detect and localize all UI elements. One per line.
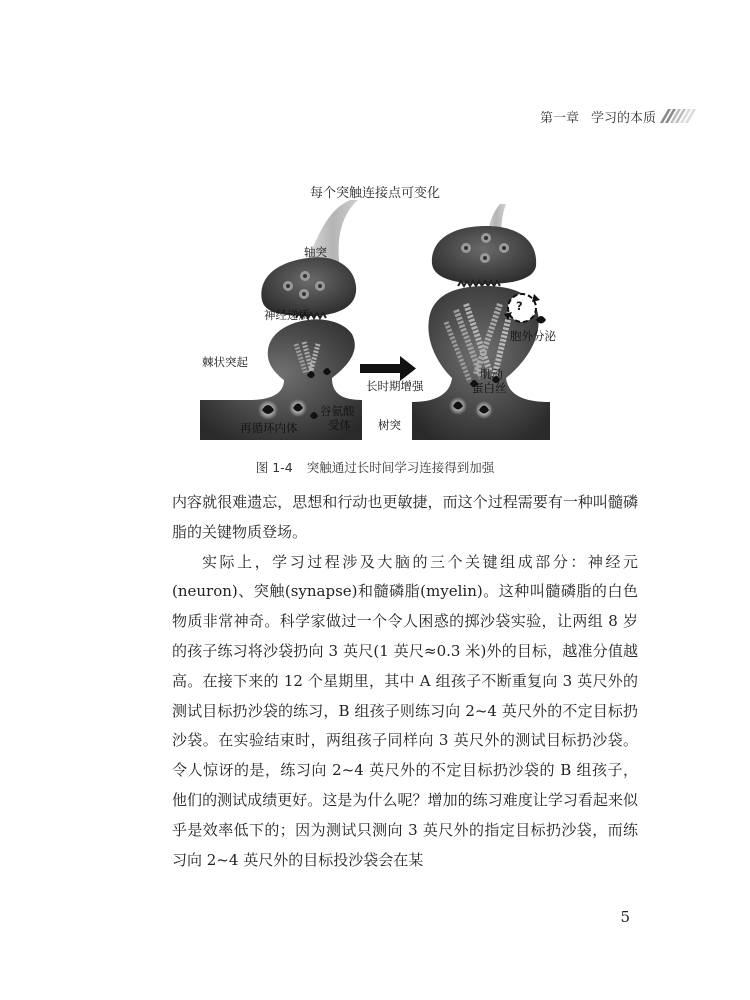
page-number: 5 (620, 908, 630, 926)
synapse-illustration (200, 182, 550, 444)
label-exocytosis: 胞外分泌 (510, 329, 556, 343)
label-axon: 轴突 (304, 245, 327, 259)
chapter-title: 学习的本质 (590, 110, 656, 126)
chapter-label: 第一章 (539, 110, 579, 126)
paragraph-2: 实际上，学习过程涉及大脑的三个关键组成部分：神经元(neuron)、突触(synapse)和髓磷脂(myelin)。这种叫髓磷脂的白色物质非常神奇。科学家做过一个令人困惑的掷沙袋实验，让两组 8 岁的孩子练习将沙袋扔向 3 英尺(1 英尺≈0.3 米)外的目标，越准分值越高。在接下来的 12 个星期里，其中 A 组孩子不断重复向 3 英尺外的测试目标扔沙袋的练习，B 组孩子则练习向 2~4 英尺外的不定目标扔沙袋。在实验结束时，两组孩子同样向 3 英尺外的测试目标扔沙袋。令人惊讶的是，练习向 2~4 英尺外的不定目标扔沙袋的 B 组孩子，他们的测试成绩更好。这是为什么呢？增加的练习难度让学习看起来似乎是效率低下的；因为测试只测向 3 英尺外的指定目标扔沙袋，而练习向 2~4 英尺外的目标投沙袋会在某 (172, 552, 638, 869)
figure-number: 图 1-4 (255, 460, 293, 475)
label-glutamate-1: 谷氨酸 (320, 404, 355, 418)
label-glutamate-2: 受体 (328, 418, 351, 432)
label-spine: 棘状突起 (202, 355, 248, 369)
label-actin-2: 蛋白丝 (472, 381, 507, 395)
paragraph-1: 内容就很难遗忘，思想和行动也更敏捷，而这个过程需要有一种叫髓磷脂的关键物质登场。 (172, 493, 638, 541)
label-dendrite: 树突 (378, 418, 401, 432)
figure-caption-text: 突触通过长时间学习连接得到加强 (306, 460, 495, 475)
figure-top-title: 每个突触连接点可变化 (309, 186, 440, 201)
body-text (172, 488, 638, 875)
label-neurotransmitter: 神经递质 (264, 308, 310, 322)
question-mark-icon: ? (516, 299, 523, 313)
synapse-figure (200, 182, 556, 444)
label-recycling-endosome: 再循环内体 (240, 421, 298, 435)
figure-caption (0, 458, 750, 476)
running-header (540, 106, 692, 126)
label-actin-1: 肌动 (480, 367, 503, 381)
label-ltp: 长时期增强 (366, 379, 424, 393)
header-hatch-decoration (664, 109, 692, 123)
